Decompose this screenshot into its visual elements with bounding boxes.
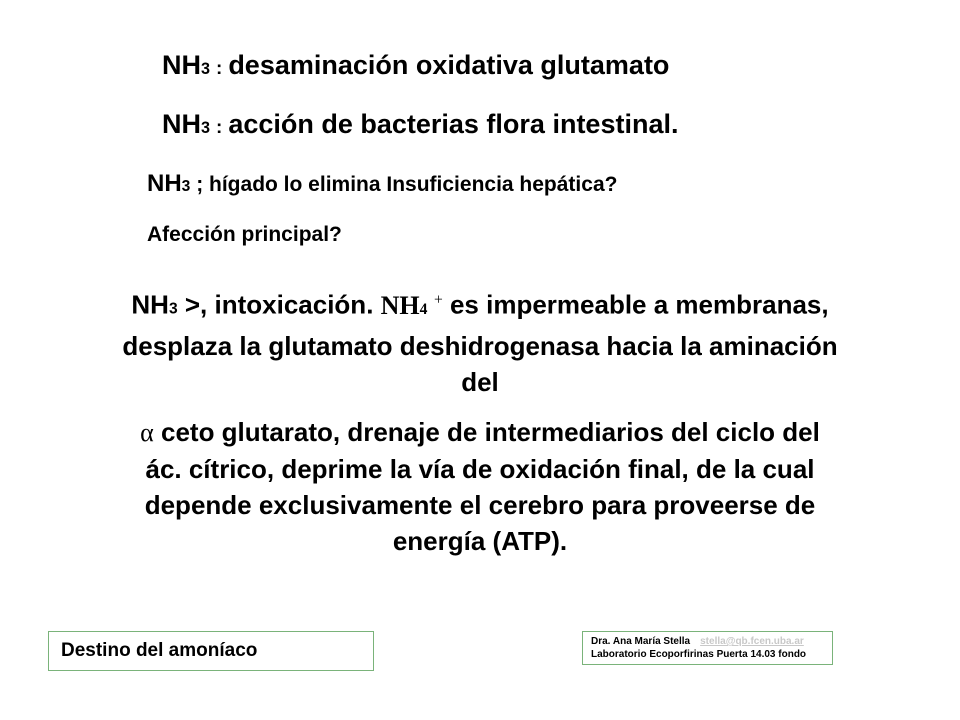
email-link[interactable]: stella@qb.fcen.uba.ar [700,636,804,647]
paragraph-text: es impermeable a membranas, desplaza la glutamato deshidrogenasa hacia la aminación del [122,289,838,397]
heading-line-bacteria [162,109,678,140]
alpha-symbol: α [140,417,154,447]
separator: : [216,117,223,138]
nh4-formula [381,291,443,320]
paragraph-part-2 [120,414,840,559]
subscript: 3 [201,60,211,78]
lab-info: Laboratorio Ecoporfirinas Puerta 14.03 fondo [591,649,807,660]
nh-label: NH [131,289,169,320]
heading-line-deamination [162,50,669,81]
paragraph-text: >, intoxicación. [177,289,381,320]
heading-line-liver [147,170,617,198]
nh-label: NH [162,109,201,139]
subscript: 3 [168,300,178,318]
line-text: desaminación oxidativa glutamato [228,50,670,80]
line-text: acción de bacterias flora intestinal. [228,109,679,139]
slide-title-box: Destino del amoníaco [48,631,374,671]
nh-label: NH [147,170,182,197]
nh4-subscript: 4 [419,300,428,318]
nh4-label: NH [380,290,420,320]
paragraph-part-1 [120,282,840,400]
nh-label: NH [162,50,201,80]
nh4-charge: + [433,291,443,308]
separator: : [216,58,223,79]
subscript: 3 [181,178,191,195]
main-paragraph [120,282,840,559]
question-line: Afección principal? [147,223,342,246]
credit-box [582,631,833,665]
author-name: Dra. Ana María Stella [591,636,691,647]
subscript: 3 [201,119,211,137]
line-text: ; hígado lo elimina Insuficiencia hepática? [190,173,618,196]
paragraph-text: ceto glutarato, drenaje de intermediarios del ciclo del ác. cítrico, deprime la vía de oxidación final, de la cual depende exclusivamente el cerebro para proveerse de energía (ATP). [144,416,820,556]
